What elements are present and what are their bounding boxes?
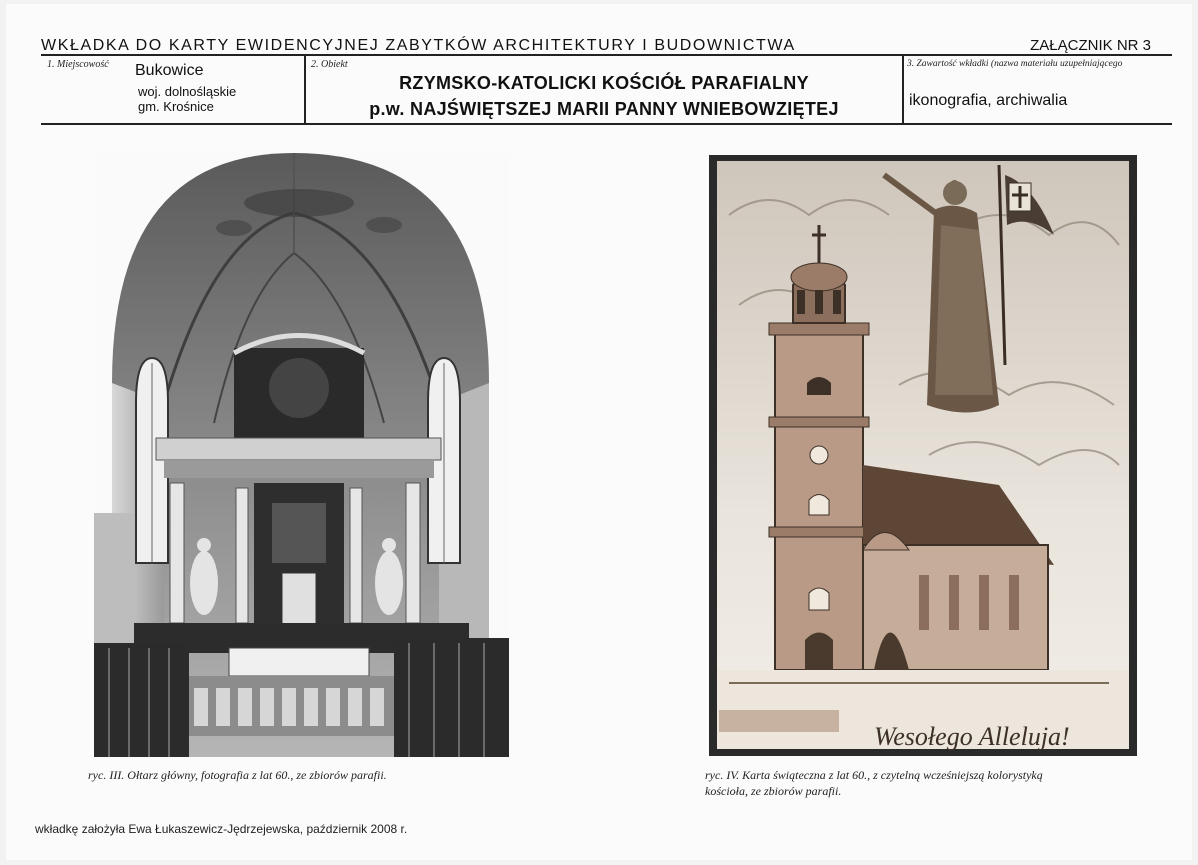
voivodeship: woj. dolnośląskie — [138, 84, 237, 99]
object-field-label: 2. Obiekt — [311, 59, 348, 70]
contents-value: ikonografia, archiwalia — [909, 92, 1068, 109]
object-name-line2: p.w. NAJŚWIĘTSZEJ MARII PANNY WNIEBOWZIĘTEJ — [369, 99, 839, 119]
annex-number: ZAŁĄCZNIK NR 3 — [1030, 37, 1151, 54]
field-divider-2 — [902, 55, 904, 123]
header-rule-top — [41, 54, 1172, 56]
place-field-label: 1. Miejscowość — [47, 59, 109, 70]
figure-iv-caption — [705, 767, 1043, 799]
figure-iv-caption-line1: ryc. IV. Karta świąteczna z lat 60., z czytelną wcześniejszą kolorystyką — [705, 768, 1043, 782]
contents-field-label: 3. Zawartość wkładki (nazwa materiału uzupełniającego — [907, 59, 1123, 69]
object-name-line1: RZYMSKO-KATOLICKI KOŚCIÓŁ PARAFIALNY — [399, 73, 809, 93]
card-greeting: Wesołego Alleluja! — [874, 722, 1070, 751]
commune: gm. Krośnice — [138, 99, 214, 114]
altar-photo — [94, 153, 509, 757]
figure-iv-caption-line2: kościoła, ze zbiorów parafii. — [705, 784, 842, 798]
object-name — [306, 70, 902, 122]
header-rule-bottom — [41, 123, 1172, 125]
figure-iii-caption: ryc. III. Ołtarz główny, fotografia z lat 60., ze zbiorów parafii. — [88, 768, 387, 782]
document-title: WKŁADKA DO KARTY EWIDENCYJNEJ ZABYTKÓW ARCHITEKTURY I BUDOWNICTWA — [41, 37, 796, 54]
place-name: Bukowice — [135, 62, 204, 79]
author-note: wkładkę założyła Ewa Łukaszewicz-Jędrzejewska, październik 2008 r. — [35, 822, 408, 836]
easter-card-image — [709, 155, 1137, 756]
